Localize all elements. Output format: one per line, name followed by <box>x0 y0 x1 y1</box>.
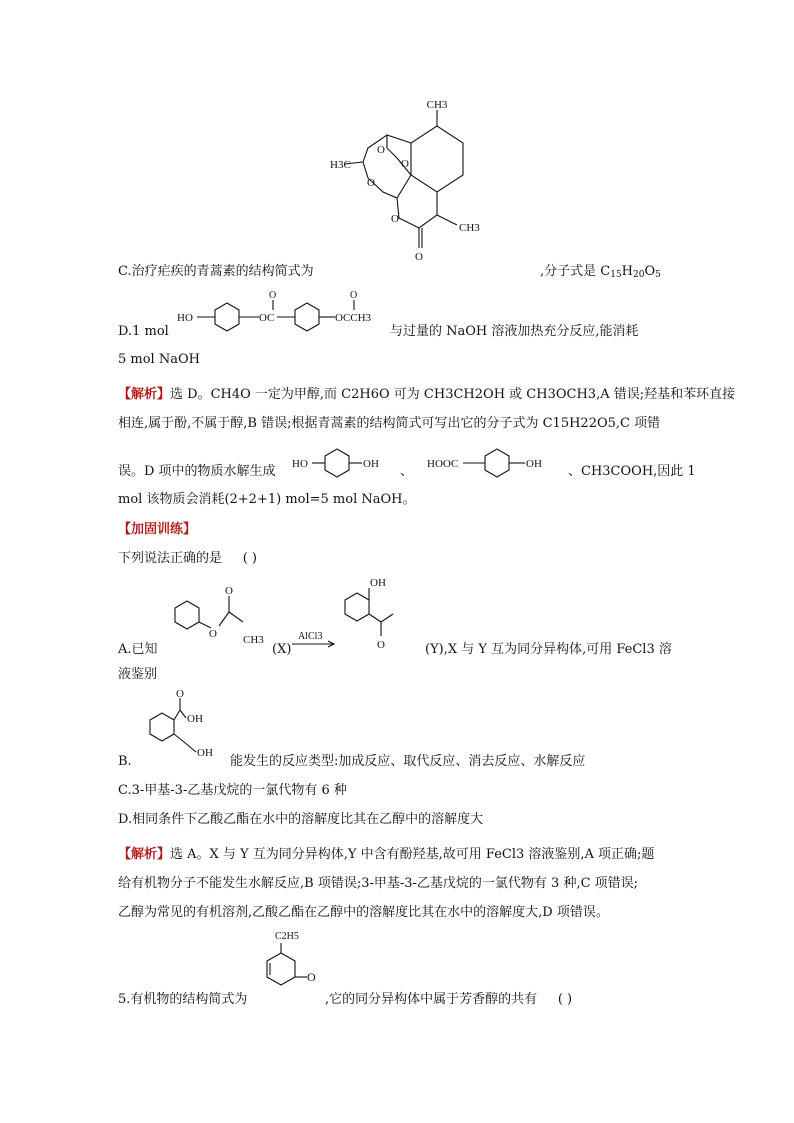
practice-question: 下列说法正确的是 ( ) <box>118 551 257 566</box>
option-d-suffix: 与过量的 NaOH 溶液加热充分反应,能消耗 <box>390 324 639 339</box>
option-d-line2: 5 mol NaOH <box>118 352 200 367</box>
analysis1-line3-prefix: 误。D 项中的物质水解生成 <box>118 464 276 479</box>
svg-text:O: O <box>225 585 233 597</box>
analysis2-line3: 乙醇为常见的有机溶剂,乙酸乙酯在乙醇中的溶解度比其在水中的溶解度大,D 项错误。 <box>118 905 609 920</box>
diester-structure <box>175 288 390 338</box>
option-d-prefix: D.1 mol <box>118 324 169 339</box>
svg-text:O: O <box>176 688 184 700</box>
analysis-tag: 【解析】 <box>118 387 171 402</box>
option-c-text: C.治疗疟疾的青蒿素的结构简式为 <box>118 264 314 279</box>
option-a-line2: 液鉴别 <box>118 667 158 682</box>
svg-text:O: O <box>307 970 316 984</box>
methyl-right-label: CH3 <box>459 222 480 234</box>
option-a-prefix: A.已知 <box>118 642 158 657</box>
analysis1-line4: mol 该物质会消耗(2+2+1) mol=5 mol NaOH。 <box>118 492 416 507</box>
hydroxyacetophenone-structure <box>335 570 425 655</box>
artemisinin-structure <box>325 100 495 265</box>
hydroxyethyl-benzoic-acid-structure <box>140 688 235 758</box>
analysis2-line2: 给有机物分子不能发生水解反应,B 项错误;3-甲基-3-乙基戊烷的一氯代物有 3 种,C 项错误; <box>118 876 639 891</box>
q5-suffix: ,它的同分异构体中属于芳香醇的共有 ( ) <box>325 992 573 1007</box>
svg-text:HO: HO <box>177 312 193 324</box>
svg-text:C2H5: C2H5 <box>275 931 299 942</box>
carbonyl-o-label: O <box>415 251 423 263</box>
svg-text:AlCl3: AlCl3 <box>298 631 323 642</box>
svg-text:CH3: CH3 <box>243 634 264 646</box>
option-b-text: 能发生的反应类型:加成反应、取代反应、消去反应、水解反应 <box>230 754 586 769</box>
svg-text:O: O <box>350 290 358 301</box>
svg-text:HO: HO <box>292 458 308 470</box>
svg-text:O: O <box>209 628 217 640</box>
reaction-arrow <box>290 630 340 650</box>
analysis1-line3-suffix: 、CH3COOH,因此 1 <box>568 464 696 479</box>
option-c-formula: ,分子式是 $C_{15}H_{20}O_5$ <box>540 264 661 280</box>
option-c2-text: C.3-甲基-3-乙基戊烷的一氯代物有 6 种 <box>118 783 347 798</box>
svg-text:OH: OH <box>363 458 379 470</box>
svg-text:OH: OH <box>187 713 203 725</box>
q5-structure <box>255 925 335 1005</box>
analysis2-line1: 【解析】选 A。X 与 Y 互为同分异构体,Y 中含有酚羟基,故可用 FeCl3 溶液鉴别,A 项正确;题 <box>118 847 655 862</box>
option-a-suffix: (Y),X 与 Y 互为同分异构体,可用 FeCl3 溶 <box>425 642 672 657</box>
ring-o-label: O <box>391 213 399 225</box>
practice-tag: 【加固训练】 <box>118 522 197 537</box>
svg-text:O: O <box>269 290 277 301</box>
svg-text:O: O <box>377 639 385 651</box>
analysis1-line2: 相连,属于酚,不属于醇,B 错误;根据青蒿素的结构简式可写出它的分子式为 C15H22O5,C 项错 <box>118 416 661 431</box>
svg-text:OCCH3: OCCH3 <box>335 312 372 324</box>
svg-text:OH: OH <box>197 747 213 759</box>
ether-o-label: O <box>367 177 375 189</box>
peroxide-o2-label: O <box>401 158 409 170</box>
hydroxybenzoic-acid-structure <box>425 440 565 485</box>
svg-text:OH: OH <box>526 458 542 470</box>
methyl-top-label: CH3 <box>426 99 448 111</box>
hydroquinone-structure <box>290 440 400 485</box>
phenyl-acetate-structure <box>165 580 265 650</box>
option-c-line <box>118 262 314 282</box>
methyl-left-label: H3C <box>330 159 351 171</box>
option-b-prefix: B. <box>118 754 132 769</box>
svg-text:OC: OC <box>259 312 275 324</box>
x-label: (X) <box>272 642 292 657</box>
peroxide-o1-label: O <box>377 144 385 156</box>
q5-prefix: 5.有机物的结构简式为 <box>118 992 248 1007</box>
svg-text:HOOC: HOOC <box>427 458 459 470</box>
option-d2-text: D.相同条件下乙酸乙酯在水中的溶解度比其在乙醇中的溶解度大 <box>118 812 484 827</box>
analysis1-line1: 【解析】选 D。CH4O 一定为甲醇,而 C2H6O 可为 CH3CH2OH 或 CH3OCH3,A 错误;羟基和苯环直接 <box>118 387 736 402</box>
svg-text:OH: OH <box>370 577 386 589</box>
